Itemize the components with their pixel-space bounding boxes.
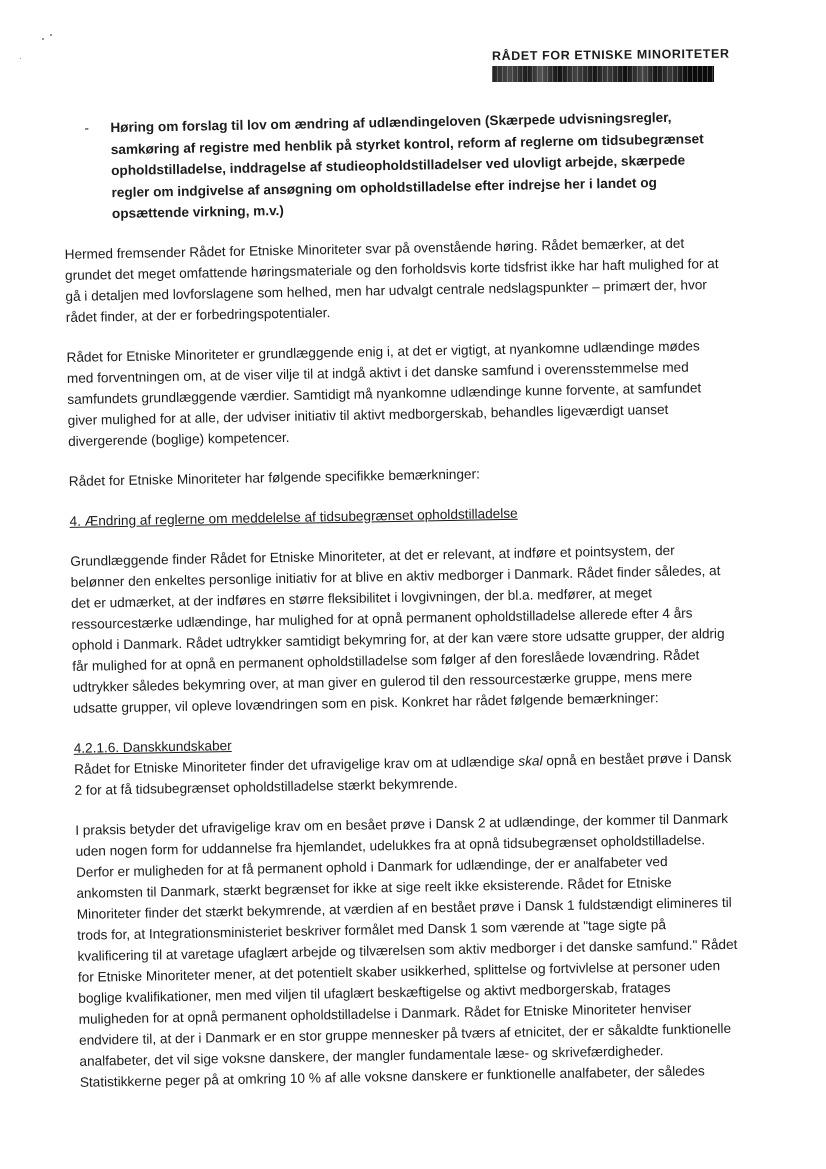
bullet-dash: - [84, 120, 90, 136]
scan-specks [20, 30, 60, 70]
document-body [62, 96, 740, 1111]
letterhead-bar [492, 66, 714, 82]
organization-name: RÅDET FOR ETNISKE MINORITETER [491, 46, 730, 64]
letterhead [491, 46, 730, 82]
section-4216-intro-end: opnå en bestået prøve i Dansk 2 for at få tidsubegrænset opholdstilladelse stærkt bekymrende. [74, 749, 732, 798]
agreement-paragraph: Rådet for Etniske Minoriteter er grundlæggende enig i, at det er vigtigt, at nyankomne udlændinge mødes med forventningen om, at de viser vilje til at indgå aktivt i det danske samfund i overensstemmelse med samfundets grundlæggende værdier. Samtidigt må nyankomne udlændinge kunne forvente, at samfundet giver mulighed for at alle, der udviser initiativ til aktivt medborgerskab, behandles ligeværdigt uanset divergerende (boglige) kompetencer. [66, 337, 702, 449]
hearing-title-text: Høring om forslag til lov om ændring af udlændingeloven (Skærpede udvisningsregler, samkøring af registre med henblik på styrket kontrol, reform af reglerne om tidsubegrænset opholdstilladelse, inddragelse af studieopholdstilladelser ved ulovligt arbejde, skærpede regler om indgivelse af ansøgning om opholdstilladelse efter indrejse her i landet og opsættende virkning, m.v.) [110, 109, 704, 222]
hearing-title [62, 106, 724, 226]
intro-paragraph: Hermed fremsender Rådet for Etniske Minoriteter svar på ovenstående høring. Rådet bemærker, at det grundet det meget omfattende høringsmateriale og den forholdsvis korte tidsfrist ikke har haft mulighed for at gå i detaljen med lovforslagene som helhed, men har udvalgt centrale nedslagspunkter – primært der, hvor rådet finder, at der er forbedringspotentialer. [64, 235, 719, 325]
specific-remarks-paragraph: Rådet for Etniske Minoriteter har følgende specifikke bemærkninger: [68, 465, 480, 489]
section-4216-practice: I praksis betyder det ufravigelige krav om en besået prøve i Dansk 2 at udlændinge, der kommer til Danmark uden nogen form for uddannelse fra hjemlandet, udelukkes fra at opnå tidsubegrænset opholdstilladelse. Derfor er muligheden for at få permanent ophold i Danmark for udlændinge, der er analfabeter ved ankomsten til Danmark, stærkt begrænset for ikke at sige reelt ikke eksisterende. Rådet for Etniske Minoriteter finder det stærkt bekymrende, at værdien af en bestået prøve i Dansk 1 fuldstændigt elimineres til trods for, at Integrationsministeriet beskriver formålet med Dansk 1 som værende at "tage sigte på kvalificering til at varetage ufaglært arbejde og tilværelsen som aktiv medborger i det danske samfund." Rådet for Etniske Minoriteter mener, at det potentielt skaber usikkerhed, splittelse og fortvivlelse at personer uden boglige kvalifikationer, men med viljen til ufaglært beskæftigelse og aktivt medborgerskab, fratages muligheden for at opnå permanent opholdstilladelse i Danmark. Rådet for Etniske Minoriteter henviser endvidere til, at der i Danmark er en stor gruppe mennesker på tværs af etnicitet, der er såkaldte funktionelle analfabeter, det vil sige voksne danskere, der mangler fundamentale læse- og skrivefærdigheder. Statistikkerne peger på at omkring 10 % af alle voksne danskere er funktionelle analfabeter, der således [75, 810, 738, 1090]
section-4216-heading: 4.2.1.6. Danskkundskaber [73, 737, 232, 756]
section-4216-intro-emphasis: skal [518, 752, 543, 769]
section-4-heading: 4. Ændring af reglerne om meddelelse af tidsubegrænset opholdstilladelse [69, 505, 518, 529]
section-4-body: Grundlæggende finder Rådet for Etniske Minoriteter, at det er relevant, at indføre et pointsystem, der belønner den enkeltes personlige initiativ for at blive en aktiv medborger i Danmark. Rådet finder således, at det er udmærket, at der indføres en større fleksibilitet i lovgivningen, der bl.a. medfører, at meget ressourcestærke udlændinge, har mulighed for at opnå permanent opholdstilladelse allerede efter 4 års ophold i Danmark. Rådet udtrykker samtidigt bekymring for, at der kan være store udsatte grupper, der aldrig får mulighed for at opnå en permanent opholdstilladelse som følger af den foreslåede lovændring. Rådet udtrykker således bekymring over, at man giver en gulerod til den ressourcestærke gruppe, mens mere udsatte grupper, vil opleve lovændringen som en pisk. Konkret har rådet følgende bemærkninger: [70, 542, 725, 716]
section-4216-intro-start: Rådet for Etniske Minoriteter finder det ufravigelige krav om at udlændige [73, 753, 519, 777]
